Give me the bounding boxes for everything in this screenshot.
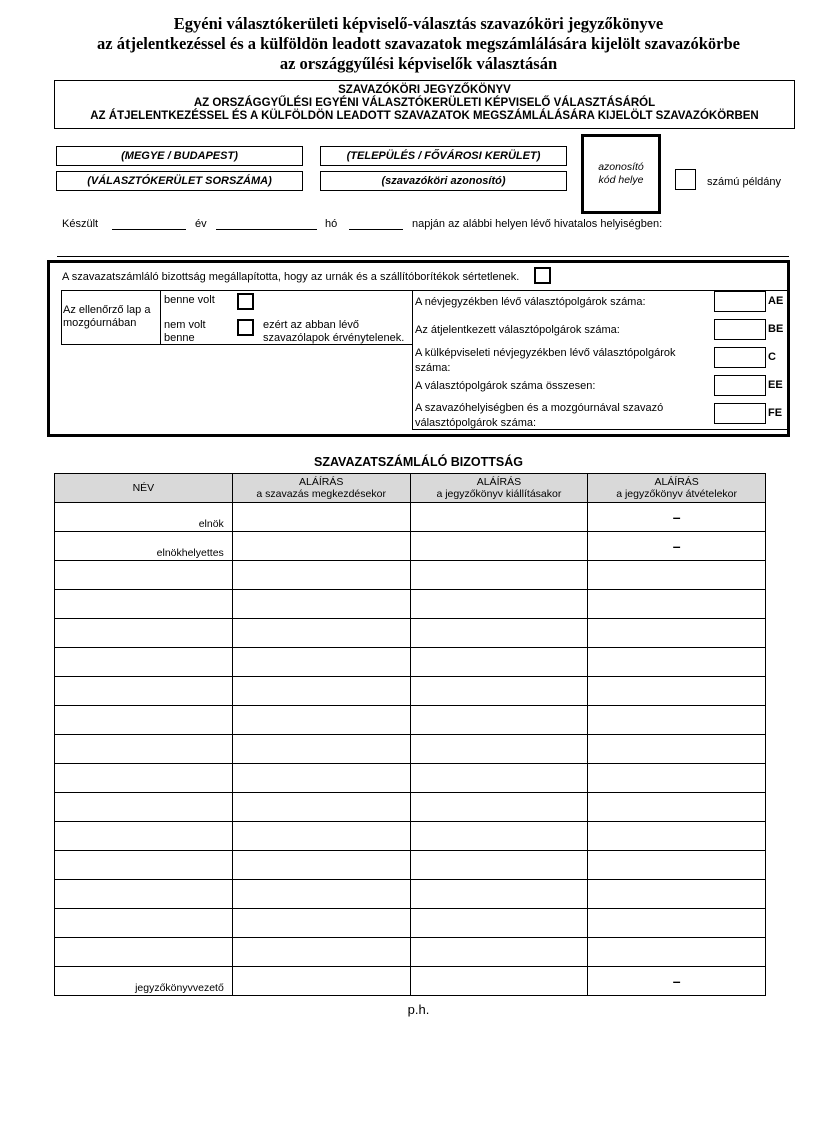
sign-receipt-cell[interactable]	[588, 909, 766, 938]
sign-issue-cell[interactable]	[410, 909, 588, 938]
member-name-cell[interactable]	[55, 735, 233, 764]
sign-issue-cell[interactable]	[410, 561, 588, 590]
col-sign-issue-header	[410, 474, 588, 503]
sign-issue-cell[interactable]	[410, 532, 588, 561]
committee-table	[54, 473, 766, 996]
sign-receipt-cell[interactable]	[588, 851, 766, 880]
sign-issue-cell[interactable]	[410, 851, 588, 880]
place-input-line[interactable]	[57, 256, 789, 257]
member-name-cell[interactable]	[55, 793, 233, 822]
count-label-be: Az átjelentkezett választópolgárok száma:	[415, 324, 620, 336]
committee-row	[55, 764, 766, 793]
invalid-note-2: szavazólapok érvénytelenek.	[263, 332, 405, 344]
committee-row	[55, 735, 766, 764]
record-title-line3: AZ ÁTJELENTKEZÉSSEL ÉS A KÜLFÖLDÖN LEADOTT SZAVAZATOK MEGSZÁMLÁLÁSÁRA KIJELÖLT SZAVAZÓKÖRBEN	[90, 110, 759, 122]
copy-number-box[interactable]	[675, 169, 696, 190]
count-input-ae[interactable]	[714, 291, 766, 312]
sign-receipt-cell[interactable]	[588, 677, 766, 706]
form-title-line2: az átjelentkezéssel és a külföldön leadott szavazatok megszámlálására kijelölt szavazókörbe	[97, 34, 740, 53]
count-label-c-1: A külképviseleti névjegyzékben lévő választópolgárok	[415, 347, 676, 359]
member-role-label: elnök	[198, 518, 224, 530]
sign-receipt-cell[interactable]	[588, 793, 766, 822]
sign-start-cell[interactable]	[232, 880, 410, 909]
code-ae: AE	[768, 295, 784, 307]
sign-receipt-cell[interactable]	[588, 967, 766, 996]
committee-header-row	[55, 474, 766, 503]
count-input-be[interactable]	[714, 319, 766, 340]
sign-start-cell[interactable]	[232, 503, 410, 532]
sign-issue-cell[interactable]	[410, 938, 588, 967]
code-ee: EE	[768, 379, 783, 391]
member-role-label: jegyzőkönyvvezető	[135, 982, 224, 994]
month-input-line[interactable]	[216, 229, 317, 230]
id-code-placeholder	[581, 134, 661, 214]
member-name-cell[interactable]	[55, 590, 233, 619]
committee-row	[55, 532, 766, 561]
sign-issue-cell[interactable]	[410, 619, 588, 648]
count-label-fe-1: A szavazóhelyiségben és a mozgóurnával szavazó	[415, 402, 664, 414]
sign-start-cell[interactable]	[232, 851, 410, 880]
sign-receipt-cell[interactable]	[588, 619, 766, 648]
committee-row	[55, 706, 766, 735]
control-sheet-label-1: Az ellenőrző lap a	[63, 304, 151, 316]
sign-receipt-cell[interactable]	[588, 706, 766, 735]
was-in-label: benne volt	[164, 294, 215, 306]
record-title-line2: AZ ORSZÁGGYŰLÉSI EGYÉNI VÁLASZTÓKERÜLETI KÉPVISELŐ VÁLASZTÁSÁRÓL	[193, 97, 656, 109]
sign-receipt-cell[interactable]	[588, 880, 766, 909]
sign-issue-cell[interactable]	[410, 880, 588, 909]
sign-start-cell[interactable]	[232, 822, 410, 851]
member-name-cell[interactable]	[55, 938, 233, 967]
year-label: év	[195, 218, 207, 230]
no-signature-dash: –	[672, 973, 681, 989]
code-fe: FE	[768, 407, 783, 419]
committee-row	[55, 851, 766, 880]
was-in-checkbox[interactable]	[237, 293, 254, 310]
committee-row	[55, 822, 766, 851]
urns-intact-checkbox[interactable]	[534, 267, 551, 284]
sign-receipt-cell[interactable]	[588, 503, 766, 532]
member-name-cell[interactable]	[55, 909, 233, 938]
control-sheet-label-2: mozgóurnában	[63, 317, 137, 329]
sign-start-cell[interactable]	[232, 561, 410, 590]
committee-row	[55, 619, 766, 648]
sign-start-cell[interactable]	[232, 967, 410, 996]
count-input-ee[interactable]	[714, 375, 766, 396]
place-text: napján az alábbi helyen lévő hivatalos helyiségben:	[412, 218, 663, 230]
sign-issue-cell[interactable]	[410, 967, 588, 996]
member-name-cell[interactable]	[55, 503, 233, 532]
code-place-line1: azonosító	[598, 161, 644, 173]
stamp-place: p.h.	[407, 1002, 430, 1017]
no-signature-dash: –	[672, 509, 681, 525]
sign-start-cell[interactable]	[232, 909, 410, 938]
made-label: Készült	[62, 218, 99, 230]
committee-row	[55, 590, 766, 619]
sign-receipt-cell[interactable]	[588, 822, 766, 851]
sign-start-cell[interactable]	[232, 532, 410, 561]
sign-receipt-cell[interactable]	[588, 648, 766, 677]
sign-issue-cell[interactable]	[410, 764, 588, 793]
sign-receipt-cell[interactable]	[588, 532, 766, 561]
member-role-label: elnökhelyettes	[156, 547, 224, 559]
col-sign-receipt-header	[588, 474, 766, 503]
form-title-line3: az országgyűlési képviselők választásán	[279, 54, 558, 73]
sign-receipt-cell[interactable]	[588, 561, 766, 590]
record-title-line1: SZAVAZÓKÖRI JEGYZŐKÖNYV	[338, 84, 511, 96]
county-field[interactable]: (MEGYE / BUDAPEST)	[56, 146, 303, 166]
count-label-ae: A névjegyzékben lévő választópolgárok száma:	[415, 296, 646, 308]
sign-issue-cell[interactable]	[410, 677, 588, 706]
day-input-line[interactable]	[349, 229, 403, 230]
settlement-field[interactable]: (TELEPÜLÉS / FŐVÁROSI KERÜLET)	[320, 146, 567, 166]
month-label: hó	[325, 218, 338, 230]
col-name-label: NÉV	[132, 482, 155, 494]
precinct-id-field[interactable]: (szavazóköri azonosító)	[320, 171, 567, 191]
code-c: C	[768, 351, 776, 363]
col2-line2: a szavazás megkezdésekor	[256, 488, 386, 500]
col-sign-start-header	[232, 474, 410, 503]
was-not-in-label-2: benne	[164, 332, 195, 344]
sign-issue-cell[interactable]	[410, 706, 588, 735]
urns-statement: A szavazatszámláló bizottság megállapította, hogy az urnák és a szállítóborítékok sértetlenek.	[62, 271, 520, 283]
code-be: BE	[768, 323, 784, 335]
count-input-c[interactable]	[714, 347, 766, 368]
committee-row	[55, 561, 766, 590]
member-name-cell[interactable]	[55, 706, 233, 735]
col3-line2: a jegyzőkönyv kiállításakor	[436, 488, 562, 500]
district-number-field[interactable]: (VÁLASZTÓKERÜLET SORSZÁMA)	[56, 171, 303, 191]
member-name-cell[interactable]	[55, 880, 233, 909]
member-name-cell[interactable]	[55, 677, 233, 706]
committee-title: SZAVAZATSZÁMLÁLÓ BIZOTTSÁG	[313, 455, 523, 469]
sign-issue-cell[interactable]	[410, 822, 588, 851]
col3-line1: ALÁÍRÁS	[476, 476, 522, 488]
col4-line2: a jegyzőkönyv átvételekor	[616, 488, 738, 500]
sign-start-cell[interactable]	[232, 793, 410, 822]
sign-start-cell[interactable]	[232, 619, 410, 648]
sign-receipt-cell[interactable]	[588, 764, 766, 793]
committee-row	[55, 677, 766, 706]
no-signature-dash: –	[672, 538, 681, 554]
committee-row	[55, 880, 766, 909]
member-name-cell[interactable]	[55, 764, 233, 793]
col2-line1: ALÁÍRÁS	[298, 476, 344, 488]
member-name-cell[interactable]	[55, 822, 233, 851]
member-name-cell[interactable]	[55, 851, 233, 880]
sign-issue-cell[interactable]	[410, 503, 588, 532]
count-input-fe[interactable]	[714, 403, 766, 424]
committee-row	[55, 938, 766, 967]
sign-start-cell[interactable]	[232, 590, 410, 619]
sign-issue-cell[interactable]	[410, 590, 588, 619]
sign-start-cell[interactable]	[232, 677, 410, 706]
committee-row	[55, 967, 766, 996]
sign-issue-cell[interactable]	[410, 648, 588, 677]
member-name-cell[interactable]	[55, 561, 233, 590]
was-not-in-label-1: nem volt	[164, 319, 206, 331]
form-title-line1: Egyéni választókerületi képviselő-választás szavazóköri jegyzőkönyve	[173, 14, 664, 33]
count-label-c-2: száma:	[415, 362, 451, 374]
code-place-line2: kód helye	[598, 174, 644, 186]
count-label-ee: A választópolgárok száma összesen:	[415, 380, 596, 392]
committee-row	[55, 503, 766, 532]
sign-start-cell[interactable]	[232, 706, 410, 735]
count-label-fe-2: választópolgárok száma:	[415, 417, 537, 429]
member-name-cell[interactable]	[55, 619, 233, 648]
sign-start-cell[interactable]	[232, 938, 410, 967]
member-name-cell[interactable]	[55, 967, 233, 996]
copy-label: számú példány	[707, 176, 781, 188]
col-name-header	[55, 474, 233, 503]
sign-start-cell[interactable]	[232, 764, 410, 793]
col4-line1: ALÁÍRÁS	[654, 476, 699, 488]
committee-row	[55, 793, 766, 822]
committee-row	[55, 648, 766, 677]
member-name-cell[interactable]	[55, 648, 233, 677]
sign-receipt-cell[interactable]	[588, 938, 766, 967]
committee-row	[55, 909, 766, 938]
year-input-line[interactable]	[112, 229, 186, 230]
sign-start-cell[interactable]	[232, 648, 410, 677]
record-title-box	[54, 80, 795, 129]
was-not-in-checkbox[interactable]	[237, 319, 254, 336]
invalid-note-1: ezért az abban lévő	[263, 319, 360, 331]
sign-receipt-cell[interactable]	[588, 590, 766, 619]
sign-issue-cell[interactable]	[410, 793, 588, 822]
sign-receipt-cell[interactable]	[588, 735, 766, 764]
member-name-cell[interactable]	[55, 532, 233, 561]
sign-issue-cell[interactable]	[410, 735, 588, 764]
sign-start-cell[interactable]	[232, 735, 410, 764]
